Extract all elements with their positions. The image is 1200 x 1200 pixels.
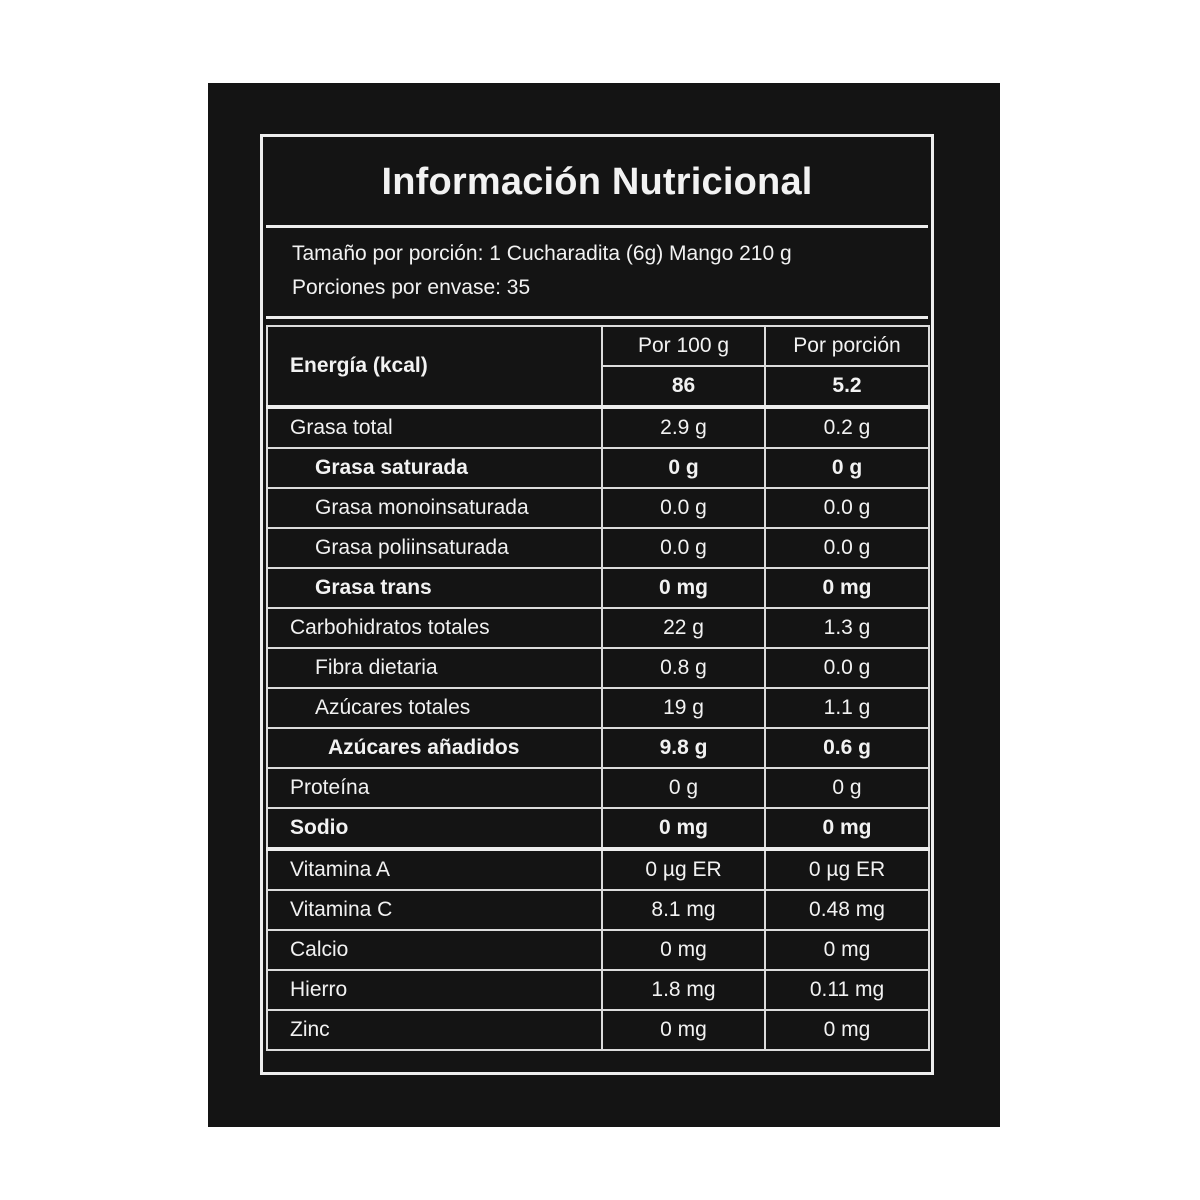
- table-row: [267, 1010, 929, 1050]
- table-row: [267, 768, 929, 808]
- value-per-100g: 0 µg ER: [602, 849, 765, 890]
- label-title: Información Nutricional: [381, 161, 813, 203]
- nutrient-label: Zinc: [267, 1010, 602, 1050]
- table-row: [267, 849, 929, 890]
- servings-per-container: Porciones por envase: 35: [292, 276, 531, 299]
- nutrient-label: Fibra dietaria: [267, 648, 602, 688]
- value-per-serving: 1.3 g: [765, 608, 929, 648]
- nutrient-label: Grasa saturada: [267, 448, 602, 488]
- energy-label: Energía (kcal): [267, 326, 602, 407]
- value-per-serving: 0.0 g: [765, 648, 929, 688]
- value-per-100g: 0 mg: [602, 808, 765, 849]
- value-per-100g: 0.8 g: [602, 648, 765, 688]
- table-row: [267, 528, 929, 568]
- value-per-serving: 0 mg: [765, 568, 929, 608]
- table-row: [267, 688, 929, 728]
- value-per-100g: 0.0 g: [602, 528, 765, 568]
- serving-info: [266, 231, 928, 319]
- value-per-100g: 0 g: [602, 768, 765, 808]
- table-row: [267, 728, 929, 768]
- table-row: [267, 648, 929, 688]
- table-row: [267, 930, 929, 970]
- value-per-serving: 0 g: [765, 448, 929, 488]
- value-per-serving: 0 mg: [765, 1010, 929, 1050]
- table-row: [267, 608, 929, 648]
- column-header-per-100g: Por 100 g: [602, 326, 765, 366]
- value-per-serving: 0.6 g: [765, 728, 929, 768]
- value-per-serving: 0.48 mg: [765, 890, 929, 930]
- value-per-100g: 0 mg: [602, 568, 765, 608]
- value-per-serving: 0.0 g: [765, 528, 929, 568]
- value-per-serving: 0.0 g: [765, 488, 929, 528]
- energy-per-serving: 5.2: [765, 366, 929, 407]
- value-per-100g: 1.8 mg: [602, 970, 765, 1010]
- value-per-100g: 22 g: [602, 608, 765, 648]
- table-row: [267, 970, 929, 1010]
- table-row: [267, 488, 929, 528]
- value-per-serving: 0 g: [765, 768, 929, 808]
- value-per-100g: 2.9 g: [602, 407, 765, 448]
- nutrient-label: Azúcares añadidos: [267, 728, 602, 768]
- table-row: [267, 407, 929, 448]
- nutrient-label: Vitamina C: [267, 890, 602, 930]
- value-per-serving: 0 µg ER: [765, 849, 929, 890]
- nutrient-label: Vitamina A: [267, 849, 602, 890]
- nutrient-label: Sodio: [267, 808, 602, 849]
- value-per-serving: 1.1 g: [765, 688, 929, 728]
- nutrition-facts-label: [260, 134, 934, 1075]
- value-per-100g: 0.0 g: [602, 488, 765, 528]
- table-row: [267, 890, 929, 930]
- nutrient-label: Hierro: [267, 970, 602, 1010]
- nutrient-label: Grasa poliinsaturada: [267, 528, 602, 568]
- title-band: [266, 140, 928, 228]
- energy-per-100g: 86: [602, 366, 765, 407]
- nutrient-label: Calcio: [267, 930, 602, 970]
- value-per-100g: 19 g: [602, 688, 765, 728]
- nutrient-label: Carbohidratos totales: [267, 608, 602, 648]
- value-per-serving: 0.2 g: [765, 407, 929, 448]
- table-header-row: [267, 326, 929, 366]
- value-per-serving: 0 mg: [765, 930, 929, 970]
- nutrient-label: Grasa monoinsaturada: [267, 488, 602, 528]
- table-row: [267, 448, 929, 488]
- value-per-100g: 8.1 mg: [602, 890, 765, 930]
- value-per-100g: 0 g: [602, 448, 765, 488]
- nutrient-label: Proteína: [267, 768, 602, 808]
- nutrient-label: Grasa total: [267, 407, 602, 448]
- table-row: [267, 808, 929, 849]
- serving-size: Tamaño por porción: 1 Cucharadita (6g) Mango 210 g: [292, 242, 792, 265]
- value-per-100g: 0 mg: [602, 930, 765, 970]
- nutrition-table: [266, 325, 930, 1051]
- nutrient-label: Grasa trans: [267, 568, 602, 608]
- value-per-100g: 9.8 g: [602, 728, 765, 768]
- value-per-100g: 0 mg: [602, 1010, 765, 1050]
- value-per-serving: 0 mg: [765, 808, 929, 849]
- column-header-per-serving: Por porción: [765, 326, 929, 366]
- nutrient-label: Azúcares totales: [267, 688, 602, 728]
- value-per-serving: 0.11 mg: [765, 970, 929, 1010]
- table-row: [267, 568, 929, 608]
